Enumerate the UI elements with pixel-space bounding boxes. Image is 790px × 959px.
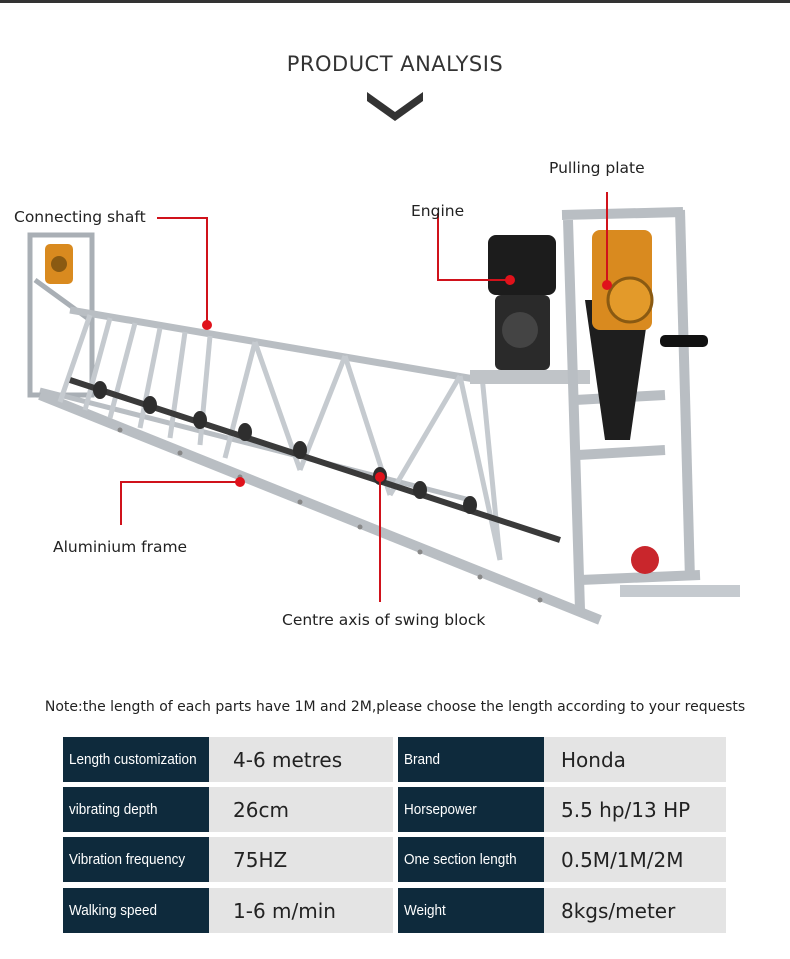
callout-aluminium-frame: Aluminium frame [53,538,188,556]
spec-key: Brand [398,737,544,782]
spec-value: 5.5 hp/13 HP [544,787,726,832]
section-heading: PRODUCT ANALYSIS [286,52,504,76]
callout-engine: Engine [411,202,465,220]
callout-connecting-shaft: Connecting shaft [14,208,146,226]
callout-pulling-plate: Pulling plate [549,159,645,177]
spec-row [63,888,726,933]
spec-value: 4-6 metres [209,737,393,782]
truss-diagonals [60,315,500,560]
spec-key: One section length [398,837,544,882]
spec-value: 26cm [209,787,393,832]
spec-key: Walking speed [63,888,209,933]
spec-value: Honda [544,737,726,782]
spec-row [63,837,726,882]
lower-pulley [631,546,659,574]
spec-value: 1-6 m/min [209,888,393,933]
top-divider [0,0,790,3]
spec-value: 8kgs/meter [544,888,726,933]
spec-key: Length customization [63,737,209,782]
spec-key: vibrating depth [63,787,209,832]
chevron-down-icon [367,92,423,122]
right-foot [620,585,740,597]
spec-row [63,737,726,782]
callout-centre-axis: Centre axis of swing block [282,611,486,629]
spec-value: 0.5M/1M/2M [544,837,726,882]
spec-key: Vibration frequency [63,837,209,882]
spec-row [63,787,726,832]
spec-key: Weight [398,888,544,933]
spec-value: 75HZ [209,837,393,882]
spec-key: Horsepower [398,787,544,832]
length-note: Note:the length of each parts have 1M and 2M,please choose the length according to your requests [44,699,746,715]
